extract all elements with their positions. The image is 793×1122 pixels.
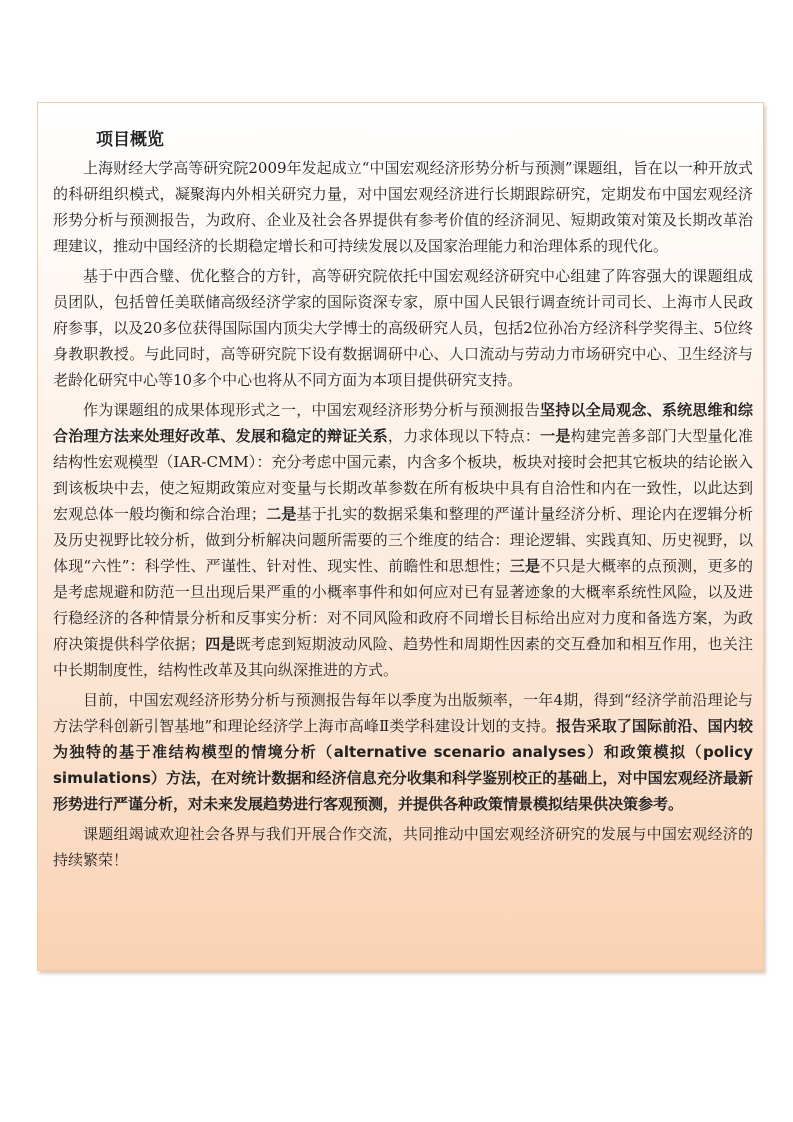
paragraph [53,263,753,393]
bold-text: 坚持以全局观念、系统思维和综合治理方法来处理好改革、发展和稳定的辩证关系 [53,401,753,445]
paragraph [53,155,753,259]
text: 既考虑到短期波动风险、趋势性和周期性因素的交互叠加和相互作用，也关注中长期制度性，结构性改革及其向纵深推进的方式。 [53,635,753,679]
text: 作为课题组的成果体现形式之一，中国宏观经济形势分析与预测报告 [83,401,540,419]
bold-text: 二是 [265,505,297,523]
text: 课题组竭诚欢迎社会各界与我们开展合作交流，共同推动中国宏观经济研究的发展与中国宏观经济的持续繁荣！ [53,825,753,869]
bold-text: 四是 [205,635,236,653]
overview-body [53,155,753,877]
bold-text: 报告采取了国际前沿、国内较为独特的基于准结构模型的情境分析（alternative scenario analyses）和政策模拟（policy simulations）方法，在对统计数据和经济信息充分收集和科学鉴别校正的基础上，对中国宏观经济最新形势进行严谨分析，对未来发展趋势进行客观预测，并提供各种政策情景模拟结果供决策参考。 [53,717,753,813]
text: 目前，中国宏观经济形势分析与预测报告每年以季度为出版频率，一年4期，得到“经济学前沿理论与方法学科创新引智基地”和理论经济学上海市高峰Ⅱ类学科建设计划的支持。 [53,691,753,735]
text: 构建完善多部门大型量化准结构性宏观模型（IAR-CMM）：充分考虑中国元素，内含多个板块，板块对接时会把其它板块的结论嵌入到该板块中去，使之短期政策应对变量与长期改革参数在所有板块中具有自洽性和内在一致性，以此达到宏观总体一般均衡和综合治理； [53,427,753,523]
text: ，力求体现以下特点： [387,427,541,445]
bold-text: 一是 [540,427,571,445]
text: 基于中西合璧、优化整合的方针，高等研究院依托中国宏观经济研究中心组建了阵容强大的课题组成员团队，包括曾任美联储高级经济学家的国际资深专家，原中国人民银行调查统计司司长、上海市人民政府参事，以及20多位获得国际国内顶尖大学博士的高级研究人员，包括2位孙冶方经济科学奖得主、5位终身教职教授。与此同时，高等研究院下设有数据调研中心、人口流动与劳动力市场研究中心、卫生经济与老龄化研究中心等10多个中心也将从不同方面为本项目提供研究支持。 [53,267,753,389]
text: 基于扎实的数据采集和整理的严谨计量经济分析、理论内在逻辑分析及历史视野比较分析，做到分析解决问题所需要的三个维度的结合：理论逻辑、实践真知、历史视野，以体现“六性”：科学性、严谨性、针对性、现实性、前瞻性和思想性； [53,505,753,575]
bold-text: 三是 [509,557,541,575]
project-overview-box [37,102,764,971]
paragraph [53,821,753,873]
paragraph [53,687,753,817]
paragraph [53,397,753,683]
text: 上海财经大学高等研究院2009年发起成立“中国宏观经济形势分析与预测”课题组，旨在以一种开放式的科研组织模式，凝聚海内外相关研究力量，对中国宏观经济进行长期跟踪研究，定期发布中国宏观经济形势分析与预测报告，为政府、企业及社会各界提供有参考价值的经济洞见、短期政策对策及长期改革治理建议，推动中国经济的长期稳定增长和可持续发展以及国家治理能力和治理体系的现代化。 [53,159,753,255]
text: 不只是大概率的点预测，更多的是考虑规避和防范一旦出现后果严重的小概率事件和如何应对已有显著迹象的大概率系统性风险，以及进行稳经济的各种情景分析和反事实分析：对不同风险和政府不同增长目标给出应对力度和备选方案，为政府决策提供科学依据； [53,557,753,653]
section-title: 项目概览 [96,130,164,150]
